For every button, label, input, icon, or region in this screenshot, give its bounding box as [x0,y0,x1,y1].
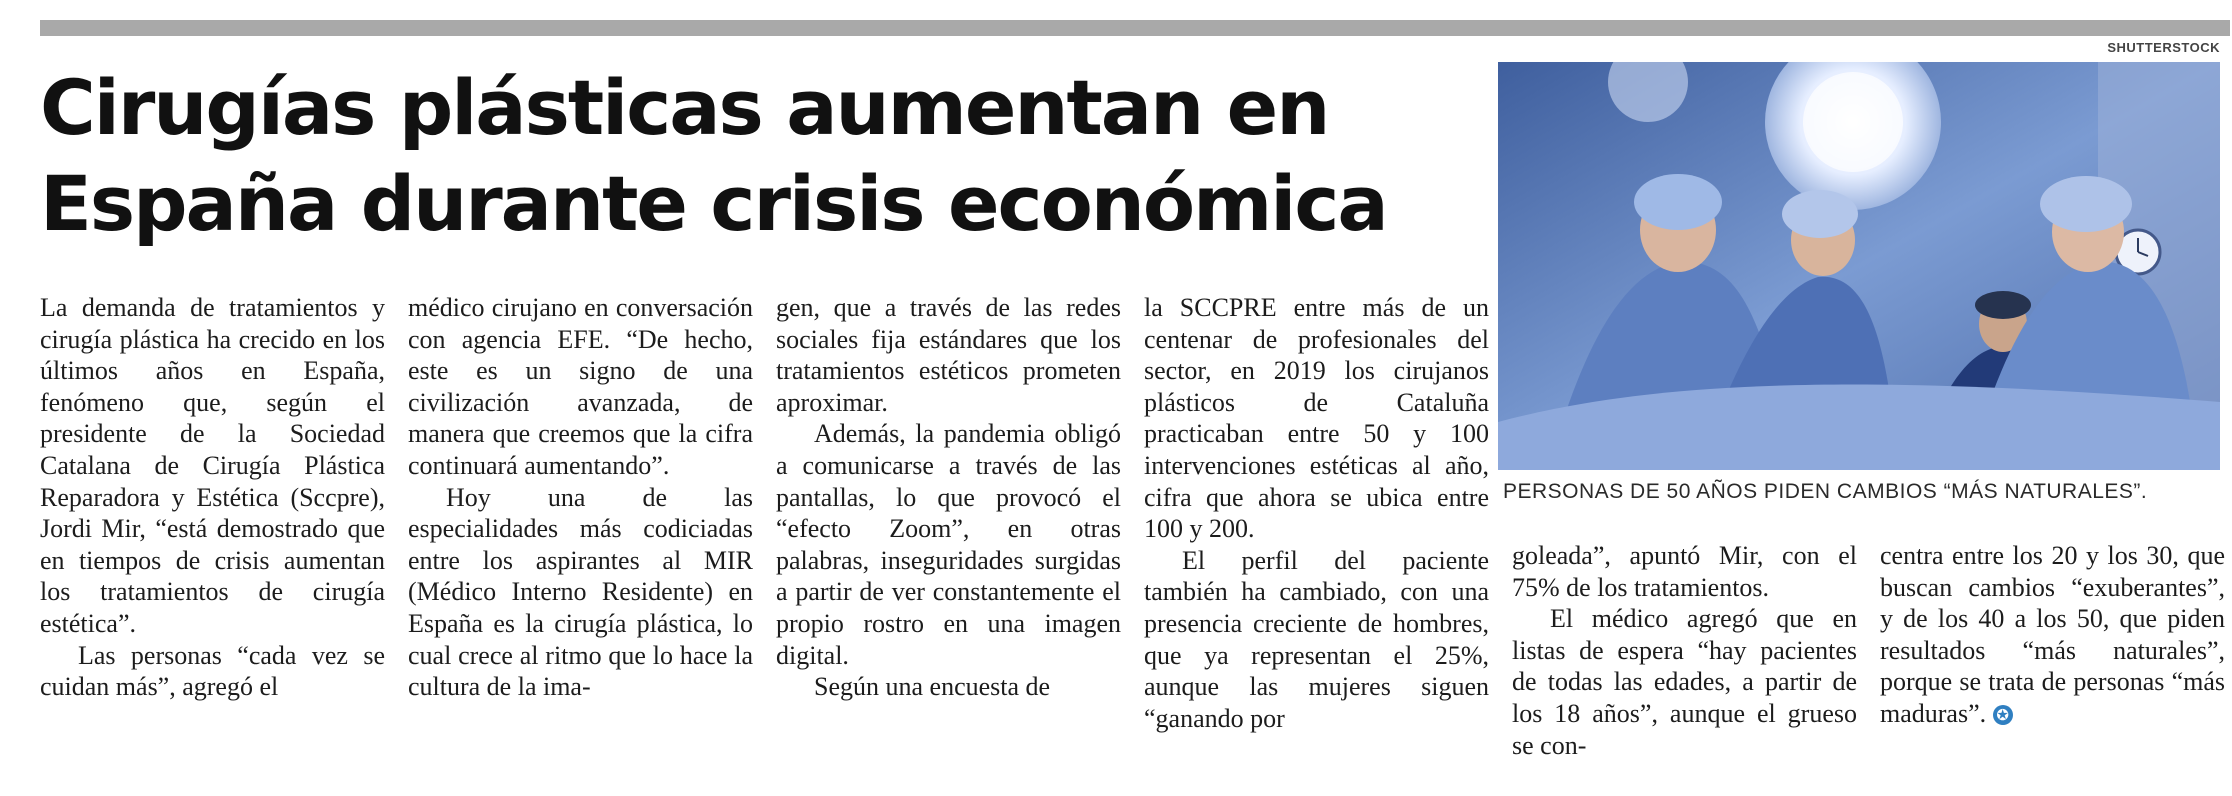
paragraph: Según una encuesta de [814,672,1051,702]
paragraph-text: centra entre los 20 y los 30, que buscan cambios “exuberantes”, y de los 40 a los 50, que piden resultados “más naturales”, porque se trata de personas “más maduras”. [1880,541,2225,728]
article-column-4 [1144,292,1489,734]
paragraph: El perfil del paciente también ha cambiado, con una presencia creciente de hombres, que ya representan el 25%, aunque las mujeres siguen “ganando por [1144,545,1489,733]
photo-caption: PERSONAS DE 50 AÑOS PIDEN CAMBIOS “MÁS NATURALES”. [1503,480,2148,503]
paragraph: goleada”, apuntó Mir, con el 75% de los tratamientos. [1512,541,1857,602]
paragraph: El médico agregó que en listas de espera “hay pacientes de todas las edades, a partir de los 18 años”, aunque el grueso se con- [1512,604,1857,760]
top-rule [40,20,2230,36]
operating-room-illustration [1498,62,2220,470]
article-photo [1498,62,2220,470]
paragraph: La demanda de tratamientos y cirugía plástica ha crecido en los últimos años en España, fenómeno que, según el presidente de la Sociedad Catalana de Cirugía Plástica Reparadora y Estética (Sccpre), Jordi Mir, “está demostrado que en tiempos de crisis aumentan los tratamientos de cirugía estética”. [40,293,385,638]
paragraph: gen, que a través de las redes sociales fija estándares que los tratamientos estéticos prometen aproximar. [776,293,1121,417]
paragraph [1880,540,2225,730]
end-of-article-icon: ✪ [1993,705,2013,725]
headline-line-1: Cirugías plásticas aumentan en [40,63,1329,152]
headline [40,60,1440,252]
paragraph: Hoy una de las especialidades más codiciadas entre los aspirantes al MIR (Médico Interno Residente) en España es la cirugía plástica, lo cual crece al ritmo que lo hace la cultura de la ima- [408,482,753,702]
photo-credit: SHUTTERSTOCK [2107,40,2220,55]
headline-line-2: España durante crisis económica [40,159,1387,248]
article-column-5 [1512,540,1857,761]
paragraph: médico cirujano en conversación con agencia EFE. “De hecho, este es un signo de una civilización avanzada, de manera que creemos que la cifra continuará aumentando”. [408,293,753,480]
paragraph: la SCCPRE entre más de un centenar de profesionales del sector, en 2019 los cirujanos plásticos de Cataluña practicaban entre 50 y 100 intervenciones estéticas al año, cifra que ahora se ubica entre 100 y 200. [1144,293,1489,544]
article-column-3 [776,292,1121,703]
article-column-6 [1880,540,2225,730]
article-column-1 [40,292,385,703]
paragraph: Además, la pandemia obligó a comunicarse a través de las pantallas, lo que provocó el “efecto Zoom”, en otras palabras, inseguridades surgidas a partir de ver constantemente el propio rostro en una imagen digital. [776,419,1121,670]
article-column-2 [408,292,753,703]
paragraph: Las personas “cada vez se cuidan más”, agregó el [40,640,385,702]
